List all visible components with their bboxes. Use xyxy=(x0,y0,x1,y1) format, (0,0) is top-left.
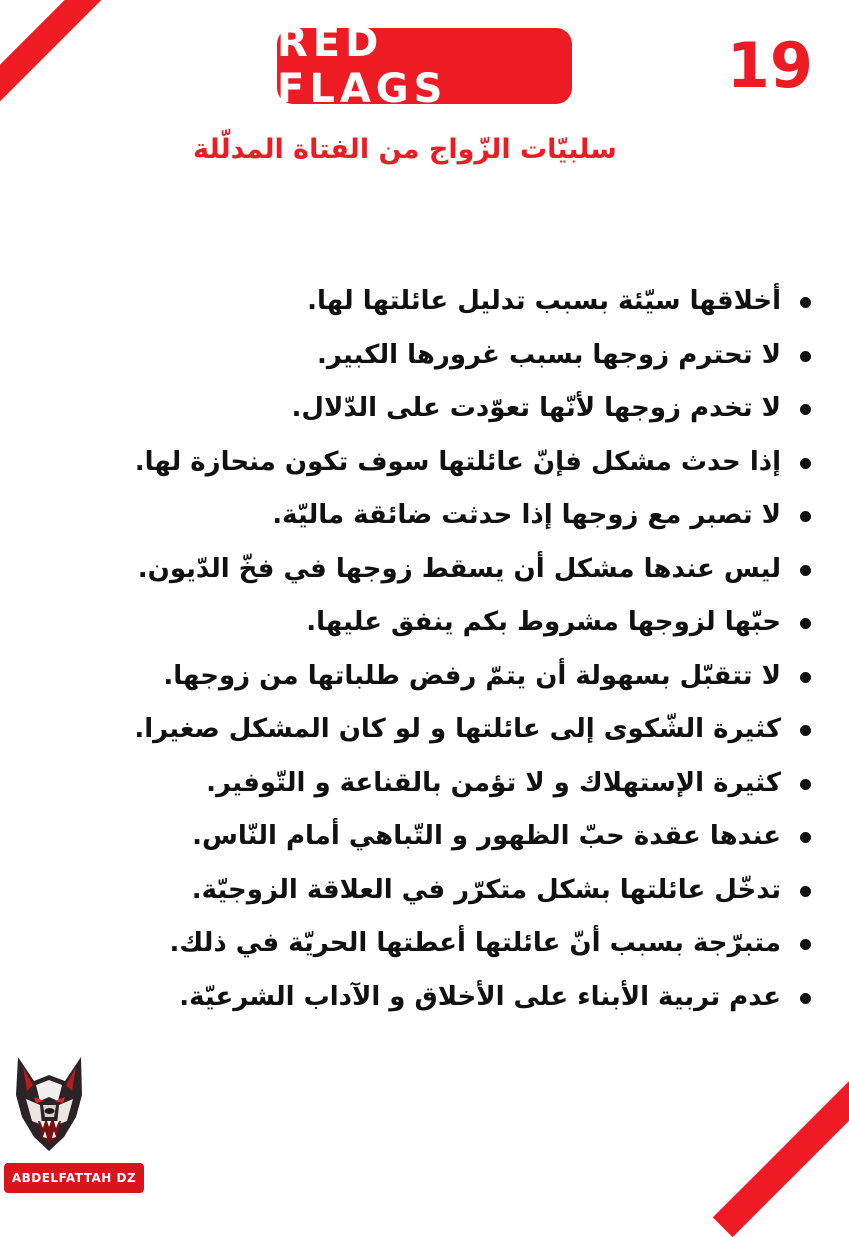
brand-label: ABDELFATTAH DZ xyxy=(4,1163,144,1193)
list-item xyxy=(137,543,819,597)
bullet-icon xyxy=(800,404,811,415)
list-item xyxy=(179,864,819,918)
list-item-text: عندها عقدة حبّ الظهور و التّباهي أمام النّاس. xyxy=(192,821,781,851)
wolf-head-icon xyxy=(12,1055,87,1153)
list-item-text: تدخّل عائلتها بشكل متكرّر في العلاقة الزوجيّة. xyxy=(191,874,781,905)
list-item xyxy=(179,275,819,329)
list-item-text: لا تتقبّل بسهولة أن يتمّ رفض طلباتها من زوجها. xyxy=(163,660,781,691)
list-item xyxy=(179,971,819,1025)
list-item xyxy=(134,703,819,757)
list-item-text: لا تخدم زوجها لأنّها تعوّدت على الدّلال. xyxy=(291,393,781,423)
list-item-text: حبّها لزوجها مشروط بكم ينفق عليها. xyxy=(306,607,781,637)
bullet-icon xyxy=(800,565,811,576)
page-number: 19 xyxy=(726,29,813,102)
bullet-icon xyxy=(800,886,811,897)
bullet-icon xyxy=(800,351,811,362)
list-item-text: متبرّجة بسبب أنّ عائلتها أعطتها الحريّة في ذلك. xyxy=(169,928,781,958)
bullet-icon xyxy=(800,511,811,522)
list-item-text: كثيرة الإستهلاك و لا تؤمن بالقناعة و التّوفير. xyxy=(206,767,781,798)
bullet-icon xyxy=(800,725,811,736)
bullet-icon xyxy=(800,458,811,469)
list-item xyxy=(163,650,819,704)
bullet-icon xyxy=(800,672,811,683)
list-item xyxy=(179,489,819,543)
bullet-icon xyxy=(800,297,811,308)
list-item xyxy=(169,917,819,971)
bullet-icon xyxy=(800,993,811,1004)
list-item xyxy=(179,810,819,864)
title-badge: RED FLAGS xyxy=(277,28,572,104)
list-item-text: كثيرة الشّكوى إلى عائلتها و لو كان المشكل صغيرا. xyxy=(134,714,781,744)
list-item xyxy=(179,757,819,811)
list-item-text: ليس عندها مشكل أن يسقط زوجها في فخّ الدّيون. xyxy=(137,553,781,584)
list-item xyxy=(179,382,819,436)
subtitle: سلبيّات الزّواج من الفتاة المدلّلة xyxy=(193,134,617,165)
list-item-text: إذا حدث مشكل فإنّ عائلتها سوف تكون منحازة لها. xyxy=(134,446,781,477)
bullet-icon xyxy=(800,618,811,629)
list-item xyxy=(179,596,819,650)
list-item xyxy=(179,329,819,383)
bullet-icon xyxy=(800,779,811,790)
list-item-text: أخلاقها سيّئة بسبب تدليل عائلتها لها. xyxy=(307,286,781,316)
list-item-text: لا تحترم زوجها بسبب غرورها الكبير. xyxy=(316,339,781,370)
list-item-text: لا تصبر مع زوجها إذا حدثت ضائقة ماليّة. xyxy=(272,500,781,530)
bullet-icon xyxy=(800,939,811,950)
red-flags-list xyxy=(134,275,819,1024)
bullet-icon xyxy=(800,832,811,843)
list-item xyxy=(134,436,819,490)
corner-stripe-bottom-right xyxy=(713,1055,849,1237)
corner-stripe-top-left xyxy=(0,0,120,123)
list-item-text: عدم تربية الأبناء على الأخلاق و الآداب الشرعيّة. xyxy=(179,981,781,1012)
